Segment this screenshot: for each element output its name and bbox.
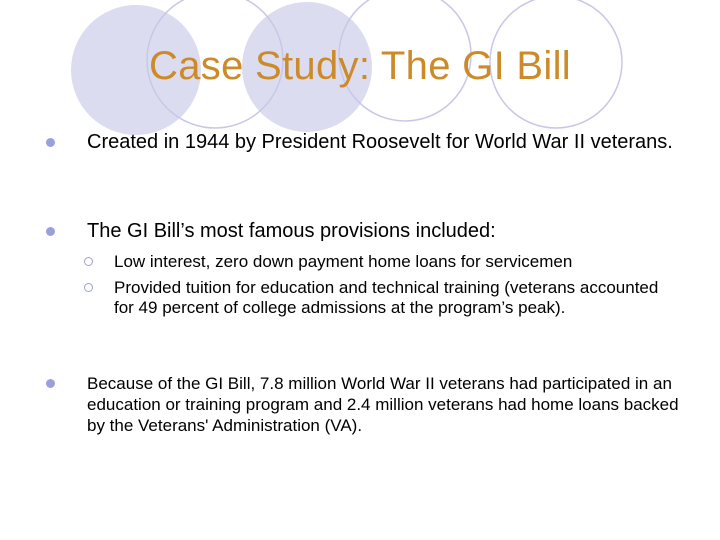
slide-title: Case Study: The GI Bill: [149, 44, 571, 88]
sub-bullet-item-2: [84, 278, 684, 344]
sub-bullet-ring-icon: [84, 283, 93, 292]
bullet-dot-icon: [46, 138, 55, 147]
bullet-item-2: [46, 220, 686, 246]
bullet-dot-icon: [46, 379, 55, 388]
sub-bullet-ring-icon: [84, 257, 93, 266]
sub-bullet-text-1: Low interest, zero down payment home loans for servicemen: [114, 252, 573, 271]
bullet-text-1: Created in 1944 by President Roosevelt for World War II veterans.: [87, 131, 673, 153]
bullet-item-1: [46, 131, 686, 181]
bullet-dot-icon: [46, 227, 55, 236]
bullet-text-3: Because of the GI Bill, 7.8 million World War II veterans had participated in an education or training program and 2.4 million veterans had home loans backed by the Veterans' Administration (VA).: [87, 374, 679, 435]
bullet-text-2: The GI Bill’s most famous provisions included:: [87, 220, 496, 242]
sub-bullet-item-1: [84, 252, 684, 274]
bullet-item-3: [46, 373, 686, 461]
sub-bullet-text-2: Provided tuition for education and technical training (veterans accounted for 49 percent of college admissions at the program’s peak).: [114, 278, 659, 317]
